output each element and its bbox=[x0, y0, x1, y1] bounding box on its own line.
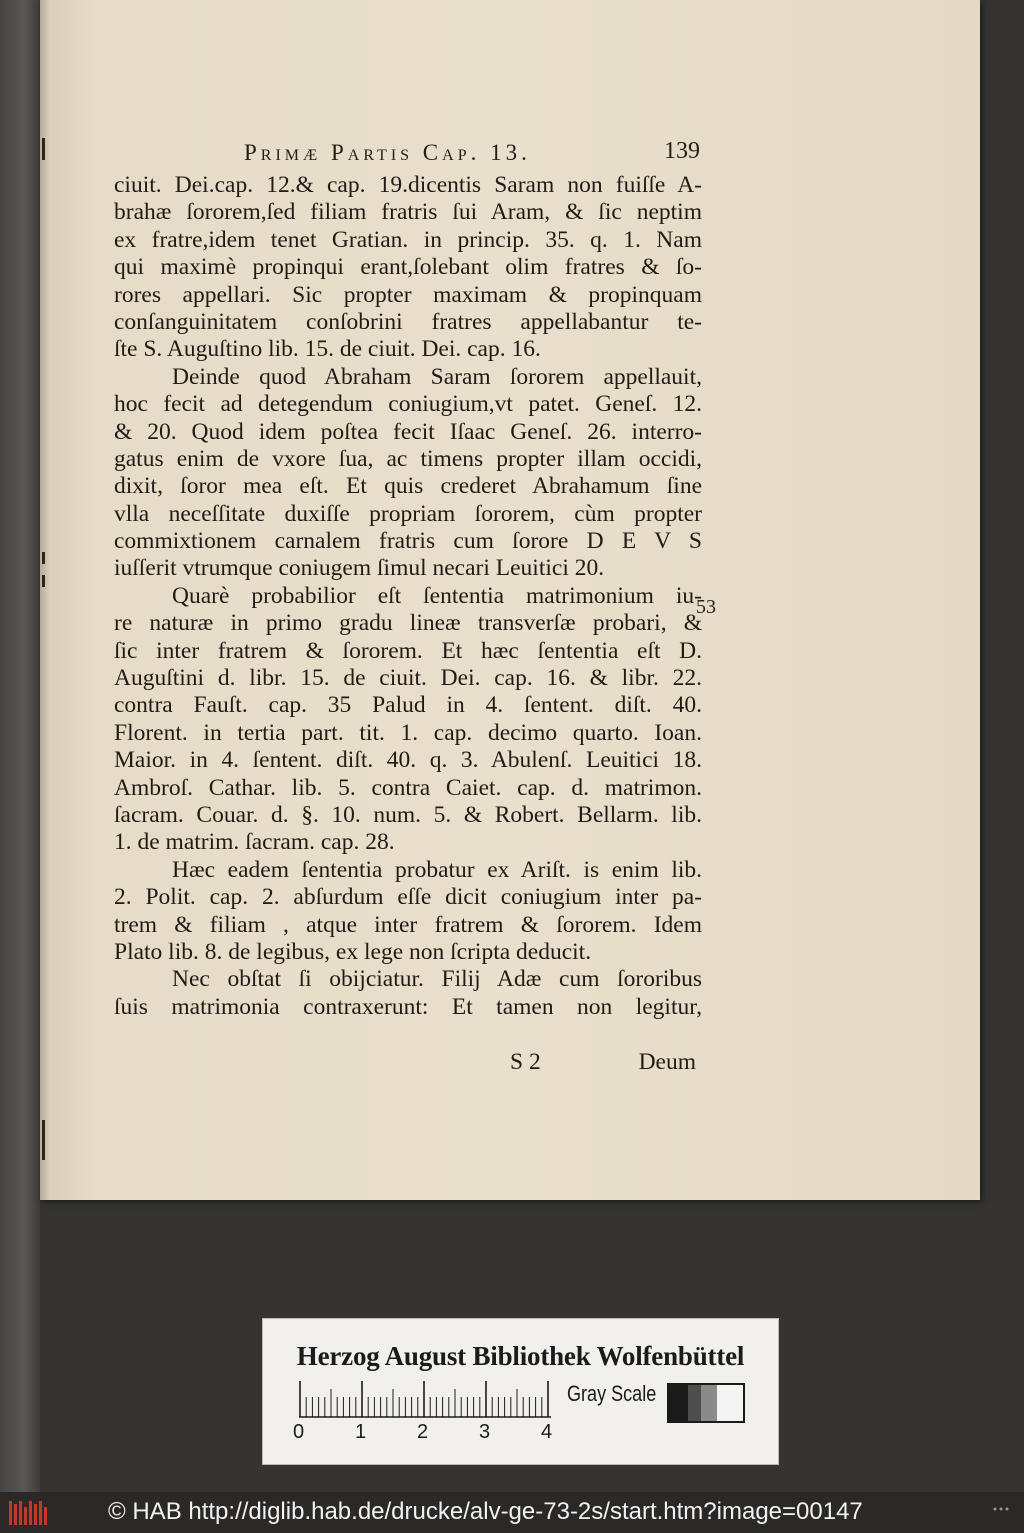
gutter-mark bbox=[42, 1120, 45, 1160]
text-line: 2. Polit. cap. 2. abſurdum eſſe dicit coniugium inter pa- bbox=[114, 884, 702, 911]
gray-scale-swatches bbox=[667, 1383, 745, 1423]
text-line: commixtionem carnalem fratris cum ſorore D E V S bbox=[114, 528, 702, 555]
text-line: Auguſtini d. libr. 15. de ciuit. Dei. cap. 16. & libr. 22. bbox=[114, 665, 702, 692]
scale-number: 4 bbox=[541, 1421, 553, 1443]
text-line: & 20. Quod idem poſtea fecit Iſaac Geneſ. 26. interro- bbox=[114, 418, 702, 445]
text-line: re naturæ in primo gradu lineæ transverſæ probari, & bbox=[114, 610, 702, 637]
text-line: ſte S. Auguſtino lib. 15. de ciuit. Dei. cap. 16. bbox=[114, 336, 541, 363]
ruler-scale bbox=[299, 1379, 551, 1419]
text-line: ſacram. Couar. d. §. 10. num. 5. & Robert. Bellarm. lib. bbox=[114, 801, 702, 828]
text-line: ſic inter fratrem & ſororem. Et hæc ſententia eſt D. bbox=[114, 637, 702, 664]
marginal-note: 53 bbox=[696, 596, 716, 618]
gutter-mark bbox=[42, 138, 45, 160]
gray-swatch bbox=[688, 1385, 701, 1421]
footer-bar bbox=[0, 1492, 1024, 1533]
catchword: Deum bbox=[638, 1049, 696, 1075]
gutter-mark bbox=[42, 552, 45, 564]
text-line: iuſſerit vtrumque coniugem ſimul necari Leuitici 20. bbox=[114, 555, 605, 582]
text-line: Ambroſ. Cathar. lib. 5. contra Caiet. cap. d. matrimon. bbox=[114, 774, 702, 801]
text-line: hoc fecit ad detegendum coniugium,vt patet. Geneſ. 12. bbox=[114, 391, 702, 418]
institution-name: Herzog August Bibliothek Wolfenbüttel bbox=[296, 1341, 745, 1371]
running-head: Primæ Partis Cap. 13. bbox=[244, 140, 531, 165]
hab-logo-icon bbox=[8, 1499, 48, 1527]
scale-number: 2 bbox=[417, 1421, 429, 1443]
text-line: rores appellari. Sic propter maximam & propinquam bbox=[114, 281, 702, 308]
text-line: Hæc eadem ſententia probatur ex Ariſt. is enim lib. bbox=[172, 856, 702, 883]
text-line: Florent. in tertia part. tit. 1. cap. decimo quarto. Ioan. bbox=[114, 719, 702, 746]
catchline bbox=[114, 1049, 702, 1079]
scale-number: 0 bbox=[293, 1421, 305, 1443]
text-line: Quarè probabilior eſt ſententia matrimonium iu- bbox=[172, 582, 702, 609]
text-line: gatus enim de vxore ſua, ac timens propter illam occidi, bbox=[114, 445, 702, 472]
page-header bbox=[232, 138, 702, 172]
gray-swatch bbox=[717, 1385, 743, 1421]
text-line: Nec obſtat ſi obijciatur. Filij Adæ cum ſororibus bbox=[172, 966, 702, 993]
text-line: brahæ ſororem,ſed filiam fratris ſui Aram, & ſic neptim bbox=[114, 199, 702, 226]
text-line: Maior. in 4. ſentent. diſt. 40. q. 3. Abulenſ. Leuitici 18. bbox=[114, 747, 702, 774]
page-gutter-shadow bbox=[40, 0, 50, 1200]
text-line: qui maximè propinqui erant,ſolebant olim fratres & ſo- bbox=[114, 254, 702, 281]
options-dots-icon[interactable] bbox=[992, 1504, 1010, 1514]
book-binding bbox=[0, 0, 40, 1492]
signature-mark: S 2 bbox=[510, 1049, 541, 1075]
text-line: dixit, ſoror mea eſt. Et quis crederet Abrahamum ſine bbox=[114, 473, 702, 500]
scale-number: 1 bbox=[355, 1421, 367, 1443]
text-line: vlla neceſſitate duxiſſe propriam ſororem, cùm propter bbox=[114, 500, 702, 527]
body-text bbox=[114, 172, 702, 1021]
source-url-link[interactable]: © HAB http://diglib.hab.de/drucke/alv-ge-73-2s/start.htm?image=00147 bbox=[108, 1498, 863, 1525]
gray-scale-label: Gray Scale bbox=[567, 1381, 657, 1406]
text-line: ciuit. Dei.cap. 12.& cap. 19.dicentis Saram non fuiſſe A- bbox=[114, 172, 702, 198]
gray-swatch bbox=[701, 1385, 717, 1421]
scale-number: 3 bbox=[479, 1421, 491, 1443]
color-calibration-bar bbox=[262, 1318, 779, 1465]
text-line: trem & filiam , atque inter fratrem & ſororem. Idem bbox=[114, 911, 702, 938]
text-line: Plato lib. 8. de legibus, ex lege non ſcripta deducit. bbox=[114, 938, 592, 965]
gutter-mark bbox=[42, 575, 45, 587]
page-number: 139 bbox=[664, 138, 700, 164]
text-line: conſanguinitatem conſobrini fratres appellabantur te- bbox=[114, 308, 702, 335]
ruler-numbers bbox=[293, 1421, 563, 1445]
text-line: ſuis matrimonia contraxerunt: Et tamen non legitur, bbox=[114, 993, 702, 1020]
gray-swatch bbox=[669, 1385, 688, 1421]
text-line: Deinde quod Abraham Saram ſororem appellauit, bbox=[172, 363, 702, 390]
text-line: ex fratre,idem tenet Gratian. in princip. 35. q. 1. Nam bbox=[114, 226, 702, 253]
text-line: 1. de matrim. ſacram. cap. 28. bbox=[114, 829, 395, 856]
text-line: contra Fauſt. cap. 35 Palud in 4. ſentent. diſt. 40. bbox=[114, 692, 702, 719]
